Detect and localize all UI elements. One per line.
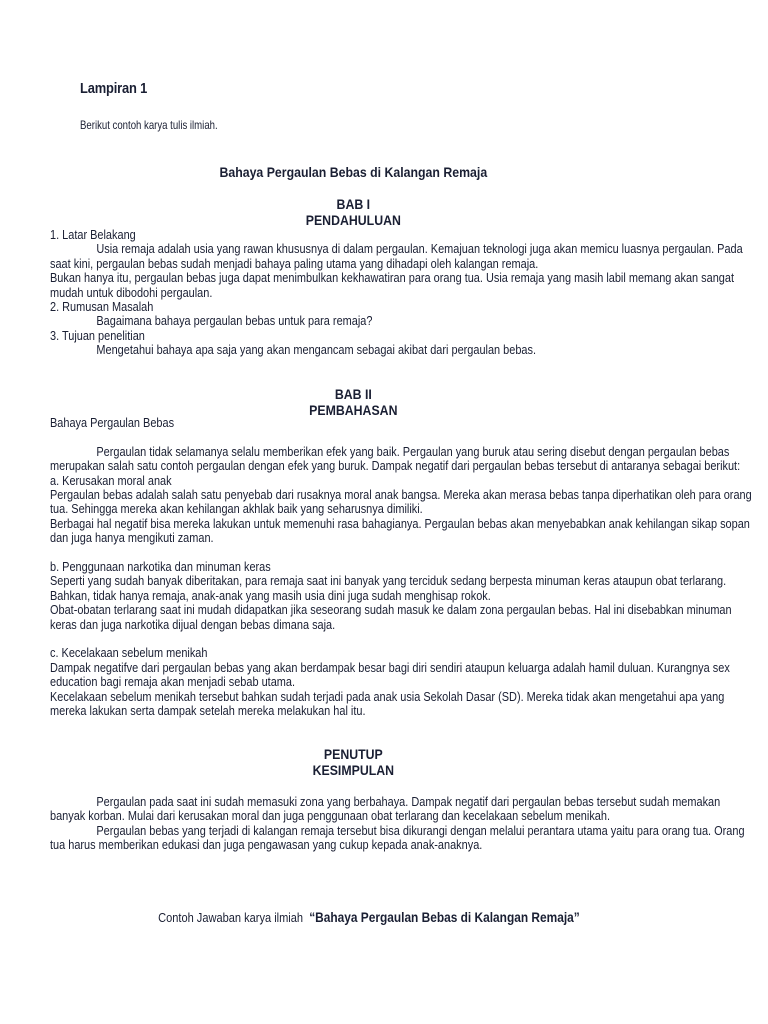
point-c-label: c. Kecelakaan sebelum menikah (50, 646, 208, 661)
document-title: Bahaya Pergaulan Bebas di Kalangan Remaja (219, 164, 488, 180)
bab2-intro-paragraph: Pergaulan tidak selamanya selalu memberikan efek yang baik. Pergaulan yang buruk atau sering disebut dengan pergaulan bebas merupakan salah satu contoh pergaulan dengan efek yang buruk. Dampak negatif dari pergaulan bebas tersebut di antaranya sebagai berikut: (50, 444, 741, 474)
point-b-paragraph-1: Seperti yang sudah banyak diberitakan, para remaja saat ini banyak yang terciduk sedang berpesta minuman keras ataupun obat terlarang. Bahkan, tidak hanya remaja, anak-anak yang masih usia dini juga sudah menghisap rokok. (50, 574, 727, 603)
point-a-paragraph-2: Berbagai hal negatif bisa mereka lakukan untuk memenuhi rasa bahagianya. Pergaulan bebas akan menyebabkan anak kehilangan sikap sopan dan juga hanya mengikuti zaman. (50, 516, 750, 546)
footer-caption (0, 909, 738, 925)
kesimpulan-paragraph-2: Pergaulan bebas yang terjadi di kalangan remaja tersebut bisa dikurangi dengan melalui perantara utama yaitu para orang tua. Orang tua harus memberikan edukasi dan juga pengawasan yang cukup kepada anak-anaknya. (50, 823, 745, 853)
kesimpulan-title: KESIMPULAN (312, 762, 395, 778)
appendix-label: Lampiran 1 (80, 80, 148, 97)
bab1-heading (0, 196, 707, 228)
point-b-label: b. Penggunaan narkotika dan minuman keras (50, 560, 271, 575)
tujuan-penelitian-text: Mengetahui bahaya apa saja yang akan mengancam sebagai akibat dari pergaulan bebas. (96, 343, 537, 358)
latar-belakang-label: 1. Latar Belakang (50, 228, 136, 242)
tujuan-penelitian-label: 3. Tujuan penelitian (50, 328, 145, 343)
bab2-topic: Bahaya Pergaulan Bebas (50, 416, 175, 430)
latar-belakang-paragraph-2: Bukan hanya itu, pergaulan bebas juga dapat menimbulkan kekhawatiran para orang tua. Usia remaja yang masih labil memang akan sangat mudah untuk dibodohi pergaulan. (50, 271, 735, 300)
penutup-title: PENUTUP (323, 746, 383, 762)
point-b-paragraph-2: Obat-obatan terlarang saat ini mudah didapatkan jika seseorang sudah masuk ke dalam zona pergaulan bebas. Hal ini disebabkan minuman keras dan juga narkotika dijual dengan bebas dimana saja. (50, 603, 732, 632)
rumusan-masalah-text: Bagaimana bahaya pergaulan bebas untuk para remaja? (96, 314, 373, 329)
footer-prefix: Contoh Jawaban karya ilmiah (158, 910, 310, 925)
bab2-heading (0, 386, 707, 418)
penutup-heading (0, 746, 707, 778)
point-a-label: a. Kerusakan moral anak (50, 473, 172, 488)
bab1-number: BAB I (336, 196, 371, 212)
kesimpulan-paragraph-1: Pergaulan pada saat ini sudah memasuki zona yang berbahaya. Dampak negatif dari pergaulan bebas tersebut sudah memakan banyak korban. Mulai dari kerusakan moral dan juga penggunaan obat terlarang dan kecelakaan sebelum menikah. (50, 795, 721, 824)
point-c-paragraph-1: Dampak negatifve dari pergaulan bebas yang akan berdampak besar bagi diri sendiri ataupun keluarga adalah hamil duluan. Kurangnya sex education bagi remaja akan menjadi sebab utama. (50, 660, 730, 690)
point-c-paragraph-2: Kecelakaan sebelum menikah tersebut bahkan sudah terjadi pada anak usia Sekolah Dasar (SD). Mereka tidak akan mengetahui apa yang mereka lakukan serta dampak setelah mereka melakukan hal itu. (50, 689, 725, 719)
rumusan-masalah-label: 2. Rumusan Masalah (50, 300, 154, 315)
penutup-body (50, 795, 754, 853)
intro-text: Berikut contoh karya tulis ilmiah. (80, 118, 218, 132)
bab2-number: BAB II (334, 386, 372, 402)
point-a-paragraph-1: Pergaulan bebas adalah salah satu penyebab dari rusaknya moral anak bangsa. Mereka akan merasa bebas tanpa diperhatikan oleh para orang tua. Sehingga mereka akan kehilangan akhlak baik yang seharusnya dimiliki. (50, 488, 752, 517)
bab1-title: PENDAHULUAN (305, 212, 401, 228)
bab2-title: PEMBAHASAN (309, 402, 398, 418)
bab2-body (50, 416, 754, 718)
footer-title: “Bahaya Pergaulan Bebas di Kalangan Remaja” (309, 909, 580, 925)
bab1-body (50, 228, 754, 358)
latar-belakang-paragraph-1: Usia remaja adalah usia yang rawan khususnya di dalam pergaulan. Kemajuan teknologi juga akan memicu luasnya pergaulan. Pada saat kini, pergaulan bebas sudah menjadi bahaya paling utama yang dihadapi oleh kalangan remaja. (50, 242, 743, 271)
